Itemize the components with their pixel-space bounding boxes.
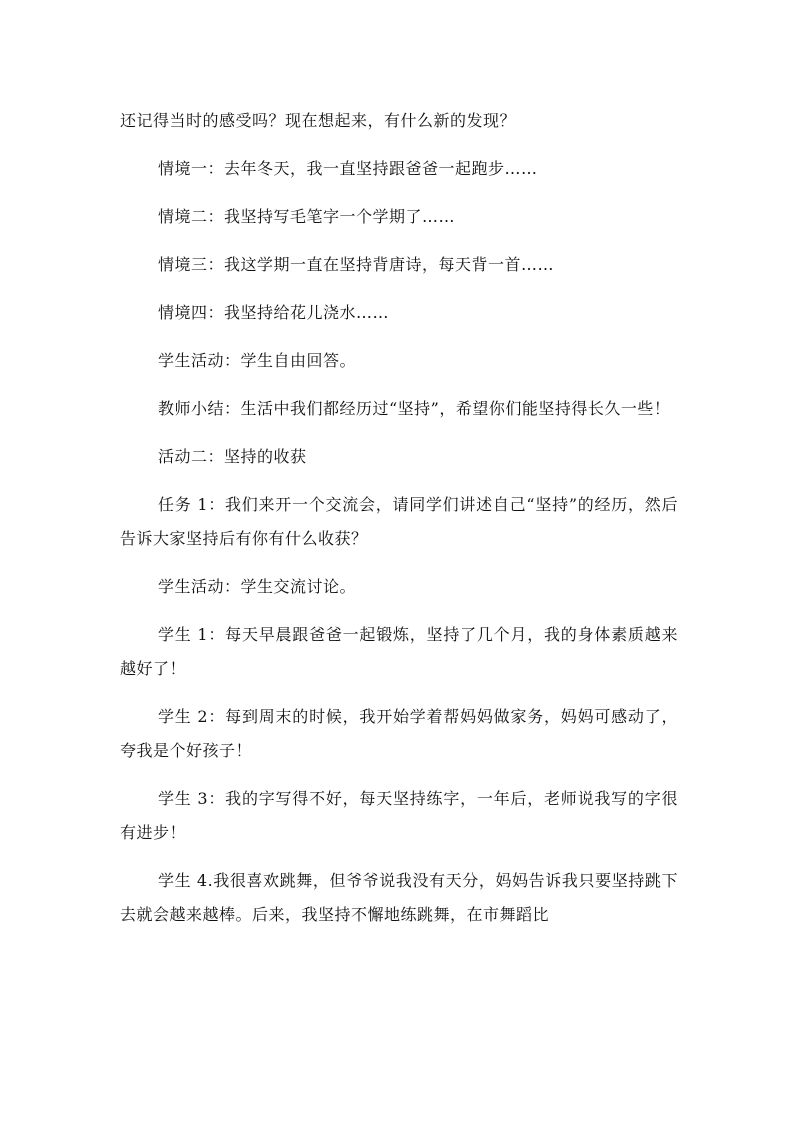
paragraph-scenario-3: 情境三：我这学期一直在坚持背唐诗，每天背一首…… <box>158 255 555 274</box>
paragraph-student-3: 学生 3：我的字写得不好，每天坚持练字，一年后，老师说我写的字很有进步！ <box>120 789 678 842</box>
paragraph-scenario-1: 情境一：去年冬天，我一直坚持跟爸爸一起跑步…… <box>158 159 538 178</box>
paragraph-continuation: 还记得当时的感受吗？现在想起来，有什么新的发现？ <box>120 111 517 130</box>
paragraph-student-4: 学生 4.我很喜欢跳舞，但爷爷说我没有天分，妈妈告诉我只要坚持跳下去就会越来越棒。后来，我坚持不懈地练跳舞，在市舞蹈比 <box>120 871 678 924</box>
paragraph-task-1: 任务 1：我们来开一个交流会，请同学们讲述自己“坚持”的经历，然后告诉大家坚持后有你有什么收获？ <box>120 495 678 548</box>
document-body <box>120 104 678 946</box>
paragraph-scenario-2: 情境二：我坚持写毛笔字一个学期了…… <box>158 207 456 226</box>
paragraph-teacher-summary: 教师小结：生活中我们都经历过“坚持”，希望你们能坚持得长久一些！ <box>158 399 671 418</box>
paragraph-activity-2-heading: 活动二：坚持的收获 <box>158 447 307 466</box>
paragraph-scenario-4: 情境四：我坚持给花儿浇水…… <box>158 303 390 322</box>
paragraph-student-2: 学生 2：每到周末的时候，我开始学着帮妈妈做家务，妈妈可感动了，夸我是个好孩子！ <box>120 707 678 760</box>
paragraph-student-activity-2: 学生活动：学生交流讨论。 <box>158 577 357 596</box>
paragraph-student-1: 学生 1：每天早晨跟爸爸一起锻炼，坚持了几个月，我的身体素质越来越好了！ <box>120 625 678 678</box>
paragraph-student-activity-1: 学生活动：学生自由回答。 <box>158 351 357 370</box>
